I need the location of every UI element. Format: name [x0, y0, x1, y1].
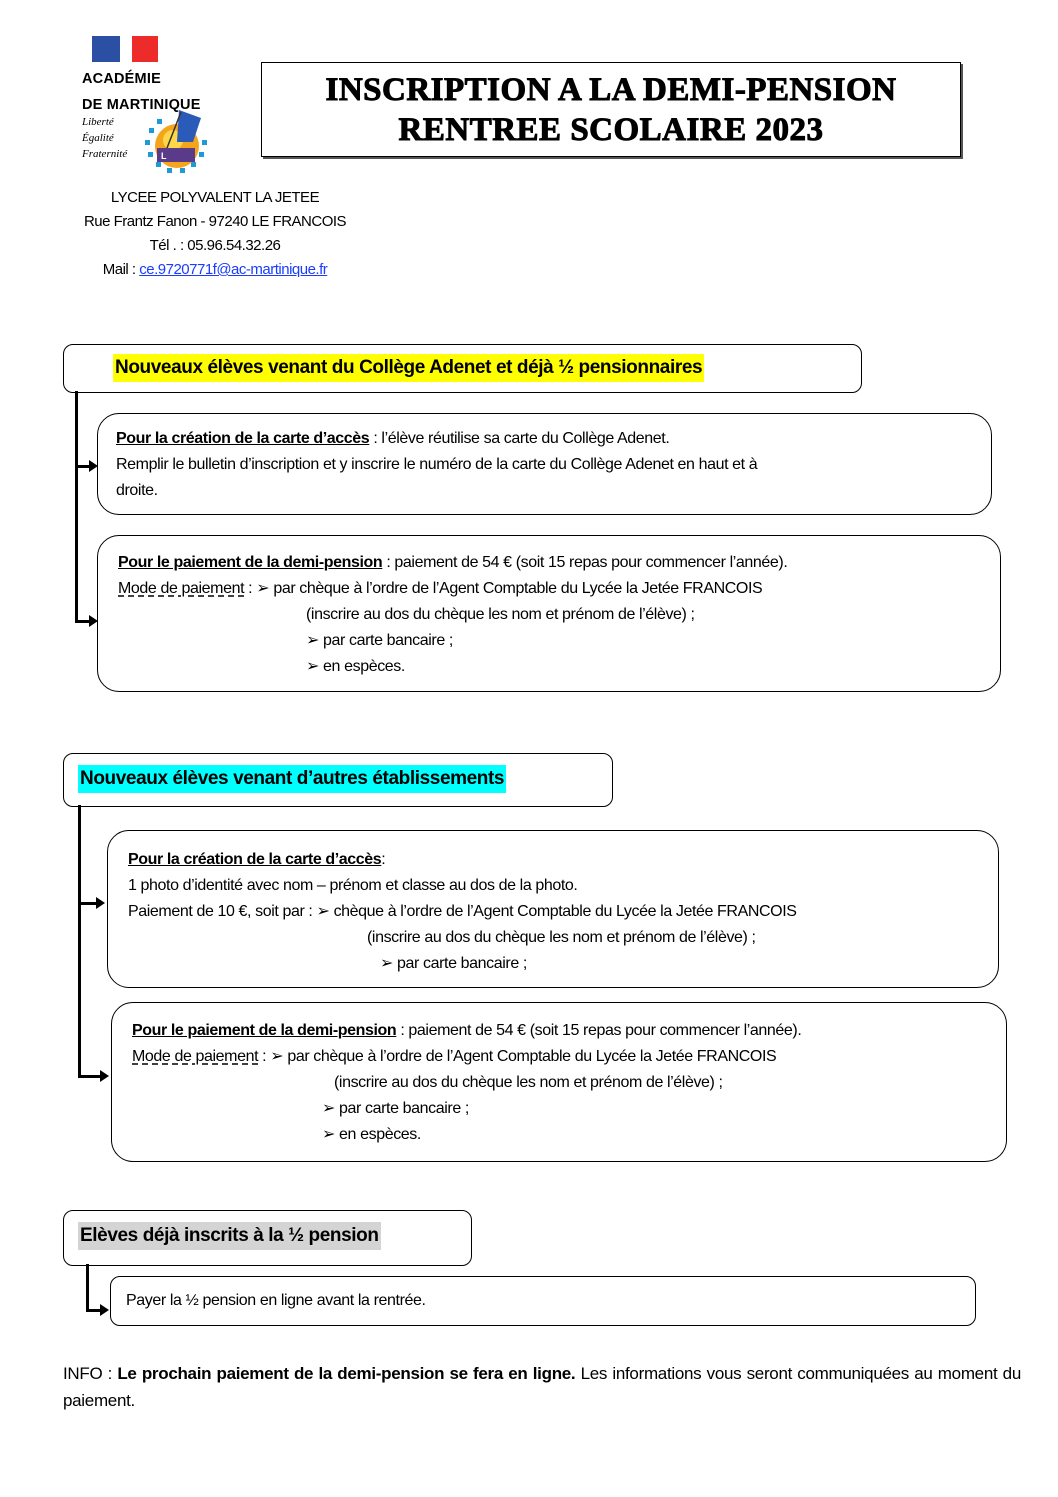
section-1-heading: Nouveaux élèves venant du Collège Adenet et déjà ½ pensionnaires [113, 354, 704, 382]
paiement-line [118, 550, 787, 576]
motto-liberte: Liberté [82, 116, 114, 128]
info-label: INFO : [63, 1364, 118, 1383]
mail-link[interactable]: ce.9720771f@ac-martinique.fr [139, 261, 328, 278]
section-1-connector [75, 391, 78, 623]
academy-line-2: DE MARTINIQUE [82, 97, 201, 113]
section-1-carte-box [97, 413, 992, 515]
marianne-flag-logo [92, 36, 158, 62]
option-carte-bancaire: ➢ par carte bancaire ; [322, 1100, 469, 1117]
carte-line [128, 847, 385, 873]
connector-branch [78, 902, 98, 905]
title-box [261, 62, 961, 157]
carte-instruction-end: droite. [116, 482, 158, 499]
info-note [63, 1360, 1021, 1414]
section-2-connector [78, 805, 81, 1078]
section-2-header [63, 753, 613, 807]
option-cheque-note: (inscrire au dos du chèque les nom et prénom de l’élève) ; [334, 1074, 723, 1091]
carte-text: : l’élève réutilise sa carte du Collège Adenet. [369, 430, 670, 447]
academy-line-1: ACADÉMIE [82, 71, 161, 87]
section-1-header [63, 344, 862, 393]
photo-requirement: 1 photo d’identité avec nom – prénom et classe au dos de la photo. [128, 877, 578, 894]
section-2-heading: Nouveaux élèves venant d’autres établissements [78, 765, 506, 793]
school-info [40, 186, 390, 282]
mode-paiement-label: Mode de paiement [132, 1048, 259, 1065]
motto-fraternite: Fraternité [82, 148, 128, 160]
section-1-paiement-box [97, 535, 1001, 692]
svg-text:L: L [161, 151, 167, 161]
arrow-right-icon [100, 1070, 109, 1082]
section-3-box [110, 1276, 976, 1326]
arrow-right-icon [96, 897, 105, 909]
section-3-heading: Elèves déjà inscrits à la ½ pension [78, 1222, 381, 1250]
paiement-label: Pour le paiement de la demi-pension [118, 554, 383, 571]
section-2-carte-box [107, 830, 999, 988]
motto-egalite: Égalité [82, 132, 114, 144]
online-payment-text: Payer la ½ pension en ligne avant la rentrée. [126, 1292, 426, 1309]
separator: : [381, 851, 386, 868]
mail-label: Mail : [102, 261, 140, 278]
cheque-note: (inscrire au dos du chèque les nom et prénom de l’élève) ; [367, 929, 756, 946]
carte-line [116, 426, 669, 452]
school-phone: Tél . : 05.96.54.32.26 [149, 237, 281, 254]
option-especes: ➢ en espèces. [322, 1126, 421, 1143]
option-especes: ➢ en espèces. [306, 658, 405, 675]
info-bold: Le prochain paiement de la demi-pension se fera en ligne. [117, 1364, 576, 1383]
connector-branch [78, 1075, 102, 1078]
lycee-la-jetee-logo [143, 108, 209, 174]
info-rest: Les informations vous seront communiquées au moment du paiement. [63, 1364, 1021, 1410]
section-3-connector [86, 1264, 89, 1312]
separator: : [258, 1048, 271, 1065]
option-carte-bancaire: ➢ par carte bancaire ; [380, 955, 527, 972]
school-mail-line [40, 258, 390, 282]
option-cheque: ➢ par chèque à l’ordre de l’Agent Comptable du Lycée la Jetée FRANCOIS [270, 1048, 777, 1065]
section-3-header [63, 1210, 472, 1266]
option-carte-bancaire: ➢ par carte bancaire ; [306, 632, 453, 649]
mode-paiement-line [118, 576, 762, 602]
paiement-text: : paiement de 54 € (soit 15 repas pour commencer l’année). [382, 554, 788, 571]
mode-paiement-line [132, 1044, 776, 1070]
school-address: Rue Frantz Fanon - 97240 LE FRANCOIS [83, 213, 347, 230]
paiement-label: Pour le paiement de la demi-pension [132, 1022, 397, 1039]
separator: : [244, 580, 257, 597]
paiement-line [132, 1018, 801, 1044]
school-name: LYCEE POLYVALENT LA JETEE [110, 189, 320, 206]
section-2-paiement-box [111, 1002, 1007, 1162]
carte-payment: Paiement de 10 €, soit par : ➢ chèque à l’ordre de l’Agent Comptable du Lycée la Jetée FRANCOIS [128, 903, 797, 920]
option-cheque-note: (inscrire au dos du chèque les nom et prénom de l’élève) ; [306, 606, 695, 623]
mode-paiement-label: Mode de paiement [118, 580, 245, 597]
carte-label: Pour la création de la carte d’accès [128, 851, 382, 868]
option-cheque: ➢ par chèque à l’ordre de l’Agent Comptable du Lycée la Jetée FRANCOIS [256, 580, 763, 597]
paiement-text: : paiement de 54 € (soit 15 repas pour commencer l’année). [396, 1022, 802, 1039]
carte-instruction: Remplir le bulletin d’inscription et y inscrire le numéro de la carte du Collège Adenet en haut et à [116, 456, 758, 473]
carte-label: Pour la création de la carte d’accès [116, 430, 370, 447]
title-line-2: RENTREE SCOLAIRE 2023 [398, 111, 824, 148]
title-line-1: INSCRIPTION A LA DEMI-PENSION [325, 71, 897, 108]
arrow-right-icon [100, 1304, 109, 1316]
republic-motto [82, 114, 127, 162]
